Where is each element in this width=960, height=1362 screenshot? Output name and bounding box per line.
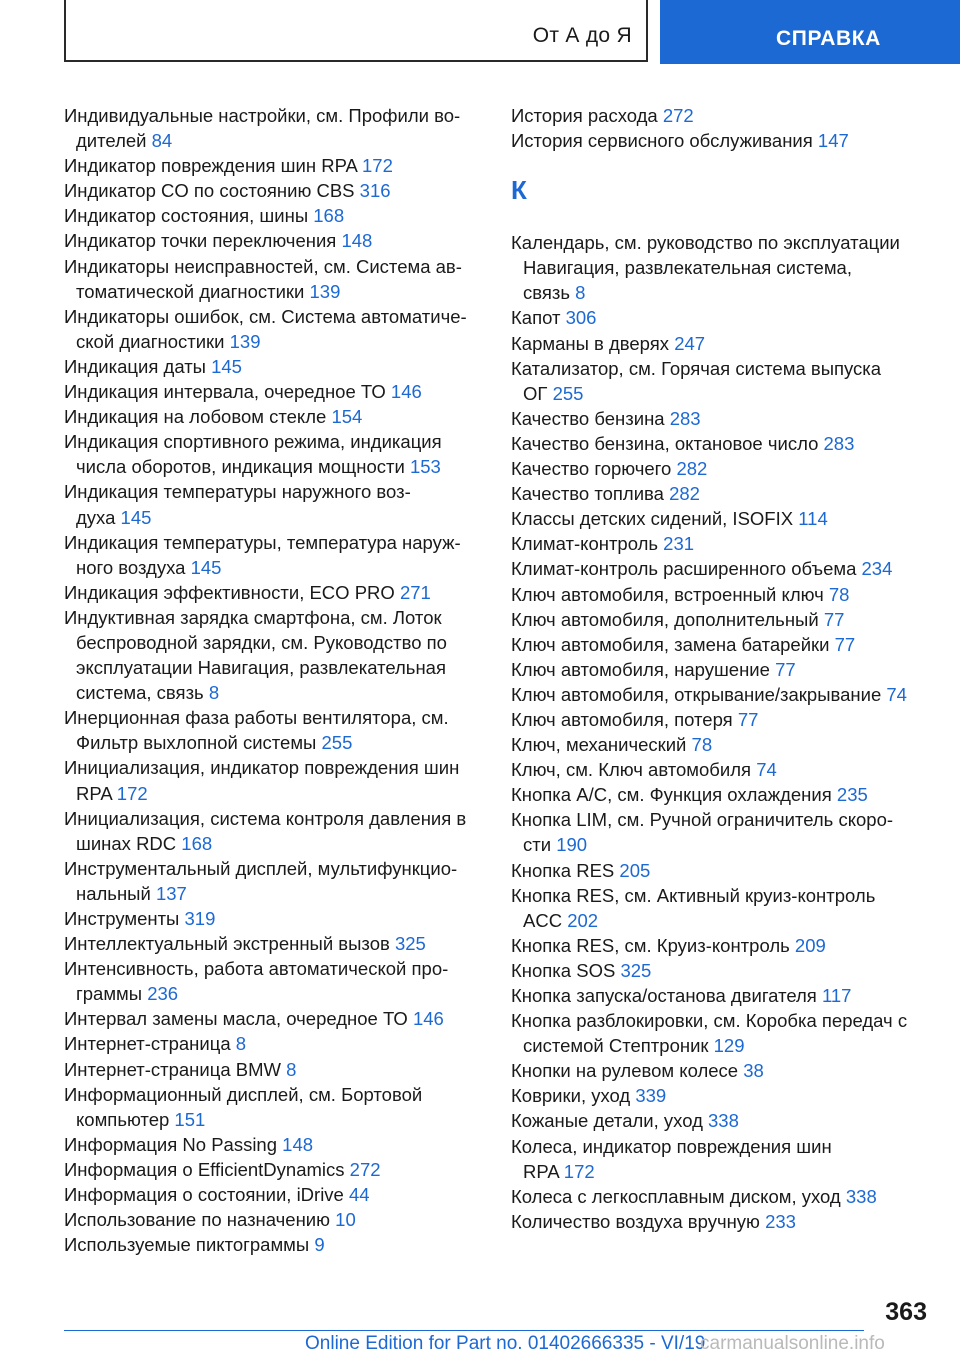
page-link[interactable]: 8 [575, 282, 586, 304]
entry-text: Интеллектуальный экстренный вызов [64, 933, 390, 955]
entry-text: Катализатор, см. Горячая система выпуска [511, 357, 882, 379]
entry-text: Количество воздуха вручную [511, 1210, 760, 1232]
index-entry [64, 354, 484, 379]
page-link[interactable]: 255 [321, 732, 353, 754]
page-link[interactable]: 272 [662, 105, 694, 126]
index-entry [64, 1207, 484, 1232]
entry-text: системой Стептроник [523, 1035, 709, 1057]
index-entry [511, 1108, 941, 1133]
page-link[interactable]: 283 [669, 407, 701, 429]
entry-text: История сервисного обслуживания [511, 130, 813, 152]
page-link[interactable]: 231 [663, 533, 695, 555]
index-entry [511, 707, 941, 732]
entry-text: числа оборотов, индикация мощности [76, 456, 405, 478]
index-entry [64, 1082, 484, 1132]
index-entry [64, 605, 484, 705]
entry-text: Индуктивная зарядка смартфона, см. Лоток [64, 606, 442, 628]
index-entry [64, 580, 484, 605]
page-link[interactable]: 154 [331, 406, 363, 428]
index-entry [511, 682, 941, 707]
entry-text: Кнопка запуска/останова двигателя [511, 985, 817, 1006]
page-link[interactable]: 205 [619, 859, 651, 881]
index-entry [64, 1031, 484, 1056]
page-link[interactable]: 168 [181, 832, 213, 854]
page-link[interactable]: 8 [235, 1033, 247, 1055]
entry-text: Ключ автомобиля, дополнительный [511, 608, 819, 630]
page-link[interactable]: 202 [567, 909, 599, 931]
entry-text: Качество горючего [511, 458, 672, 480]
page-link[interactable]: 236 [147, 983, 179, 1005]
index-entry [64, 103, 484, 153]
page-link[interactable]: 9 [314, 1234, 325, 1256]
page-link[interactable]: 168 [313, 205, 345, 227]
page-link[interactable]: 338 [708, 1110, 739, 1132]
index-entry [64, 479, 484, 529]
entry-text: Классы детских сидений, ISOFIX [511, 508, 794, 530]
entry-text: Кнопка SOS [511, 959, 616, 981]
entry-text: граммы [76, 983, 143, 1005]
page-link[interactable]: 255 [552, 382, 584, 404]
index-entry [64, 1157, 484, 1182]
entry-text: Инициализация, индикатор повреждения шин [64, 757, 460, 779]
entry-text: Индикация даты [64, 355, 206, 377]
index-entry [64, 1182, 484, 1207]
entry-text: Ключ автомобиля, встроенный ключ [511, 583, 824, 605]
index-entry [511, 607, 941, 632]
entry-text: Коврики, уход [511, 1085, 631, 1107]
index-entry [64, 153, 484, 178]
page-link[interactable]: 325 [394, 933, 426, 955]
footer-edition: Online Edition for Part no. 01402666335 - VI/19 [305, 1333, 706, 1354]
page-link[interactable]: 148 [341, 230, 373, 252]
entry-text: Используемые пиктограммы [64, 1234, 310, 1256]
page-link[interactable]: 44 [349, 1184, 370, 1206]
header [0, 0, 960, 64]
page-link[interactable]: 146 [390, 381, 422, 403]
index-entry [511, 983, 941, 1008]
entry-text: Качество бензина [511, 407, 665, 429]
index-entry [64, 856, 484, 906]
page-link[interactable]: 233 [765, 1210, 796, 1232]
page-link[interactable]: 153 [409, 456, 441, 478]
entry-text: Ключ, см. Ключ автомобиля [511, 759, 752, 781]
entry-text: Климат-контроль [511, 533, 659, 555]
entry-text: Календарь, см. руководство по эксплуатации [511, 232, 900, 254]
entry-text: Кнопка LIM, см. Ручной ограничитель скоро- [511, 809, 894, 831]
page-link[interactable]: 282 [669, 483, 700, 505]
index-column-right [511, 103, 941, 1234]
page-link[interactable]: 209 [794, 934, 826, 956]
entry-text: Индикатор состояния, шины [64, 205, 309, 227]
page-link[interactable]: 129 [713, 1035, 745, 1057]
entry-text: Индикаторы ошибок, см. Система автоматиче- [64, 305, 467, 327]
entry-text: сти [523, 834, 552, 856]
index-entry [64, 806, 484, 856]
page-link[interactable]: 38 [743, 1060, 764, 1082]
entry-text: Информация No Passing [64, 1133, 278, 1155]
search-icon[interactable] [0, 0, 26, 26]
index-entry [511, 431, 941, 456]
page-link[interactable]: 145 [211, 355, 242, 377]
page-link[interactable]: 77 [834, 633, 856, 655]
tab-help-label: СПРАВКА [776, 27, 881, 50]
index-entry [64, 1057, 484, 1082]
entry-text: Индикация температуры, температура наруж- [64, 531, 461, 553]
entry-text: ного воздуха [76, 556, 186, 578]
entry-text: Индивидуальные настройки, см. Профили во- [64, 105, 461, 126]
entry-text: Качество бензина, октановое число [511, 432, 819, 454]
entry-text: система, связь [76, 682, 204, 704]
entry-text: Ключ автомобиля, замена батарейки [511, 633, 830, 655]
index-entry [511, 481, 941, 506]
entry-text: Кнопка RES, см. Круиз-контроль [511, 934, 790, 956]
entry-text: компьютер [76, 1108, 170, 1130]
page-link[interactable]: 77 [823, 608, 845, 630]
entry-text: Инерционная фаза работы вентилятора, см. [64, 707, 449, 729]
index-column-left [64, 103, 484, 1257]
page-link[interactable]: 77 [737, 708, 759, 730]
entry-text: Кнопка RES, см. Активный круиз-контроль [511, 884, 876, 906]
entry-text: Карманы в дверях [511, 332, 670, 354]
page-link[interactable]: 319 [184, 908, 216, 929]
page-link[interactable]: 8 [208, 682, 220, 704]
page-link[interactable]: 137 [155, 882, 187, 904]
index-entry [64, 203, 484, 228]
entry-text: Кнопки на рулевом колесе [511, 1060, 739, 1082]
page-link[interactable]: 316 [359, 180, 391, 202]
entry-text: Индикация на лобовом стекле [64, 406, 327, 428]
index-entry [511, 331, 941, 356]
page-link[interactable]: 117 [821, 985, 852, 1006]
entry-text: ОГ [523, 382, 548, 404]
page-link[interactable]: 234 [861, 558, 893, 580]
index-entry [511, 506, 941, 531]
index-entry [511, 1058, 941, 1083]
index-entry [64, 530, 484, 580]
page-link[interactable]: 145 [190, 556, 222, 578]
index-entry [511, 657, 941, 682]
entry-text: Интернет-страница BMW [64, 1058, 281, 1080]
entry-text: Качество топлива [511, 483, 664, 505]
index-entry [511, 883, 941, 933]
page-link[interactable]: 190 [556, 834, 588, 856]
index-entry [511, 1184, 941, 1209]
entry-text: Кнопка RES [511, 859, 615, 881]
entry-text: ACC [523, 909, 563, 931]
page-link[interactable]: 172 [563, 1160, 595, 1182]
letter-heading: К [511, 175, 527, 206]
index-entry [511, 1209, 941, 1234]
index-entry [64, 705, 484, 755]
watermark: carmanualsonline.info [700, 1333, 885, 1354]
page-link[interactable]: 145 [120, 506, 152, 528]
entry-text: Инструментальный дисплей, мультифункцио- [64, 857, 458, 879]
page-link[interactable]: 147 [817, 130, 849, 152]
entry-text: Информационный дисплей, см. Бортовой [64, 1083, 423, 1105]
entry-text: История расхода [511, 105, 658, 126]
page-link[interactable]: 271 [399, 581, 431, 603]
entry-text: эксплуатации Навигация, развлекательная [76, 657, 446, 679]
entry-text: Интервал замены масла, очередное ТО [64, 1008, 408, 1030]
entry-text: Колеса с легкосплавным диском, уход [511, 1185, 841, 1207]
index-entry [511, 305, 941, 330]
index-entry [64, 304, 484, 354]
entry-text: Интернет-страница [64, 1033, 231, 1055]
index-entry [64, 429, 484, 479]
entry-text: Информация о EfficientDynamics [64, 1158, 345, 1180]
index-entry [64, 178, 484, 203]
index-entry [64, 906, 484, 931]
entry-text: RPA [76, 782, 112, 804]
page-link[interactable]: 282 [676, 458, 708, 480]
entry-text: томатической диагностики [76, 280, 305, 302]
entry-text: Капот [511, 307, 561, 329]
index-entry [511, 128, 941, 153]
page-link[interactable]: 10 [335, 1209, 356, 1231]
entry-text: Кожаные детали, уход [511, 1110, 703, 1132]
index-entry [511, 103, 941, 128]
index-entry [64, 931, 484, 956]
index-entry [511, 782, 941, 807]
index-entry [511, 356, 941, 406]
page-link[interactable]: 325 [620, 959, 652, 981]
entry-text: Кнопка A/C, см. Функция охлаждения [511, 784, 832, 806]
entry-text: связь [523, 282, 571, 304]
page-link[interactable]: 235 [836, 784, 868, 806]
entry-text: Использование по назначению [64, 1209, 331, 1231]
tab-help[interactable] [660, 0, 960, 64]
footer-divider [64, 1330, 864, 1331]
index-entry [511, 757, 941, 782]
entry-text: Навигация, развлекательная система, [523, 257, 852, 279]
page-link[interactable]: 78 [691, 734, 713, 756]
entry-text: нальный [76, 882, 151, 904]
entry-text: Ключ, механический [511, 734, 687, 756]
entry-text: Ключ автомобиля, потеря [511, 708, 733, 730]
page-link[interactable]: 247 [674, 332, 706, 354]
entry-text: Индикация интервала, очередное ТО [64, 381, 386, 403]
index-entry [511, 958, 941, 983]
entry-text: дителей [76, 130, 147, 152]
entry-text: Индикация спортивного режима, индикация [64, 431, 442, 453]
entry-text: Индикатор точки переключения [64, 230, 337, 252]
page-link[interactable]: 148 [282, 1133, 314, 1155]
entry-text: Фильтр выхлопной системы [76, 732, 317, 754]
entry-text: ской диагностики [76, 330, 225, 352]
entry-text: Ключ автомобиля, нарушение [511, 658, 770, 680]
index-entry [511, 406, 941, 431]
page-link[interactable]: 114 [798, 508, 828, 530]
page-link[interactable]: 272 [349, 1158, 381, 1180]
index-entry [511, 632, 941, 657]
entry-text: Колеса, индикатор повреждения шин [511, 1135, 832, 1157]
index-entry [64, 956, 484, 1006]
entry-text: Интенсивность, работа автоматической про- [64, 958, 449, 980]
entry-text: шинах RDC [76, 832, 177, 854]
index-entry [511, 582, 941, 607]
entry-text: Кнопка разблокировки, см. Коробка передач с [511, 1010, 908, 1032]
page-number: 363 [885, 1298, 927, 1326]
entry-text: Климат-контроль расширенного объема [511, 558, 857, 580]
page-link[interactable]: 74 [756, 759, 777, 781]
page-link[interactable]: 84 [151, 130, 173, 152]
page-link[interactable]: 77 [775, 658, 796, 680]
entry-text: Индикация эффективности, ECO PRO [64, 581, 395, 603]
page-link[interactable]: 283 [823, 432, 855, 454]
index-entry [511, 230, 941, 305]
index-entry [511, 933, 941, 958]
entry-text: Индикация температуры наружного воз- [64, 481, 411, 503]
index-entry [64, 254, 484, 304]
entry-text: духа [76, 506, 116, 528]
entry-text: Индикаторы неисправностей, см. Система ав- [64, 255, 462, 277]
page-link[interactable]: 338 [845, 1185, 877, 1207]
tab-a-to-z-label: От А до Я [532, 24, 632, 47]
page-link[interactable]: 139 [229, 330, 261, 352]
entry-text: Информация о состоянии, iDrive [64, 1184, 344, 1206]
index-entry [511, 531, 941, 556]
entry-text: Инициализация, система контроля давления в [64, 807, 467, 829]
index-entry [511, 858, 941, 883]
entry-text: RPA [523, 1160, 559, 1182]
index-entry [511, 556, 941, 581]
index-entry [511, 1083, 941, 1108]
entry-text: Ключ автомобиля, открывание/закрывание [511, 683, 882, 705]
index-entry [64, 404, 484, 429]
index-entry [64, 1232, 484, 1257]
page-link[interactable]: 8 [286, 1058, 297, 1080]
index-entry [64, 1006, 484, 1031]
page-link[interactable]: 146 [412, 1008, 444, 1030]
index-entry [64, 379, 484, 404]
page-link[interactable]: 339 [635, 1085, 667, 1107]
entry-text: Индикатор повреждения шин RPA [64, 155, 357, 177]
index-entry [511, 1008, 941, 1058]
index-entry [511, 807, 941, 857]
index-entry [64, 1132, 484, 1157]
entry-text: Индикатор CO по состоянию CBS [64, 180, 355, 202]
tab-a-to-z[interactable] [64, 0, 648, 62]
page-link[interactable]: 172 [362, 155, 393, 177]
page-link[interactable]: 139 [309, 280, 341, 302]
page-link[interactable]: 151 [174, 1108, 206, 1130]
index-entry [64, 755, 484, 805]
index-entry [511, 456, 941, 481]
page-link[interactable]: 74 [886, 683, 907, 705]
page-link[interactable]: 306 [565, 307, 597, 329]
entry-text: Инструменты [64, 908, 180, 929]
index-entry [64, 228, 484, 253]
page-link[interactable]: 78 [828, 583, 850, 605]
index-entry [511, 1134, 941, 1184]
index-entry [511, 732, 941, 757]
entry-text: беспроводной зарядки, см. Руководство по [76, 631, 447, 653]
page-link[interactable]: 172 [116, 782, 148, 804]
